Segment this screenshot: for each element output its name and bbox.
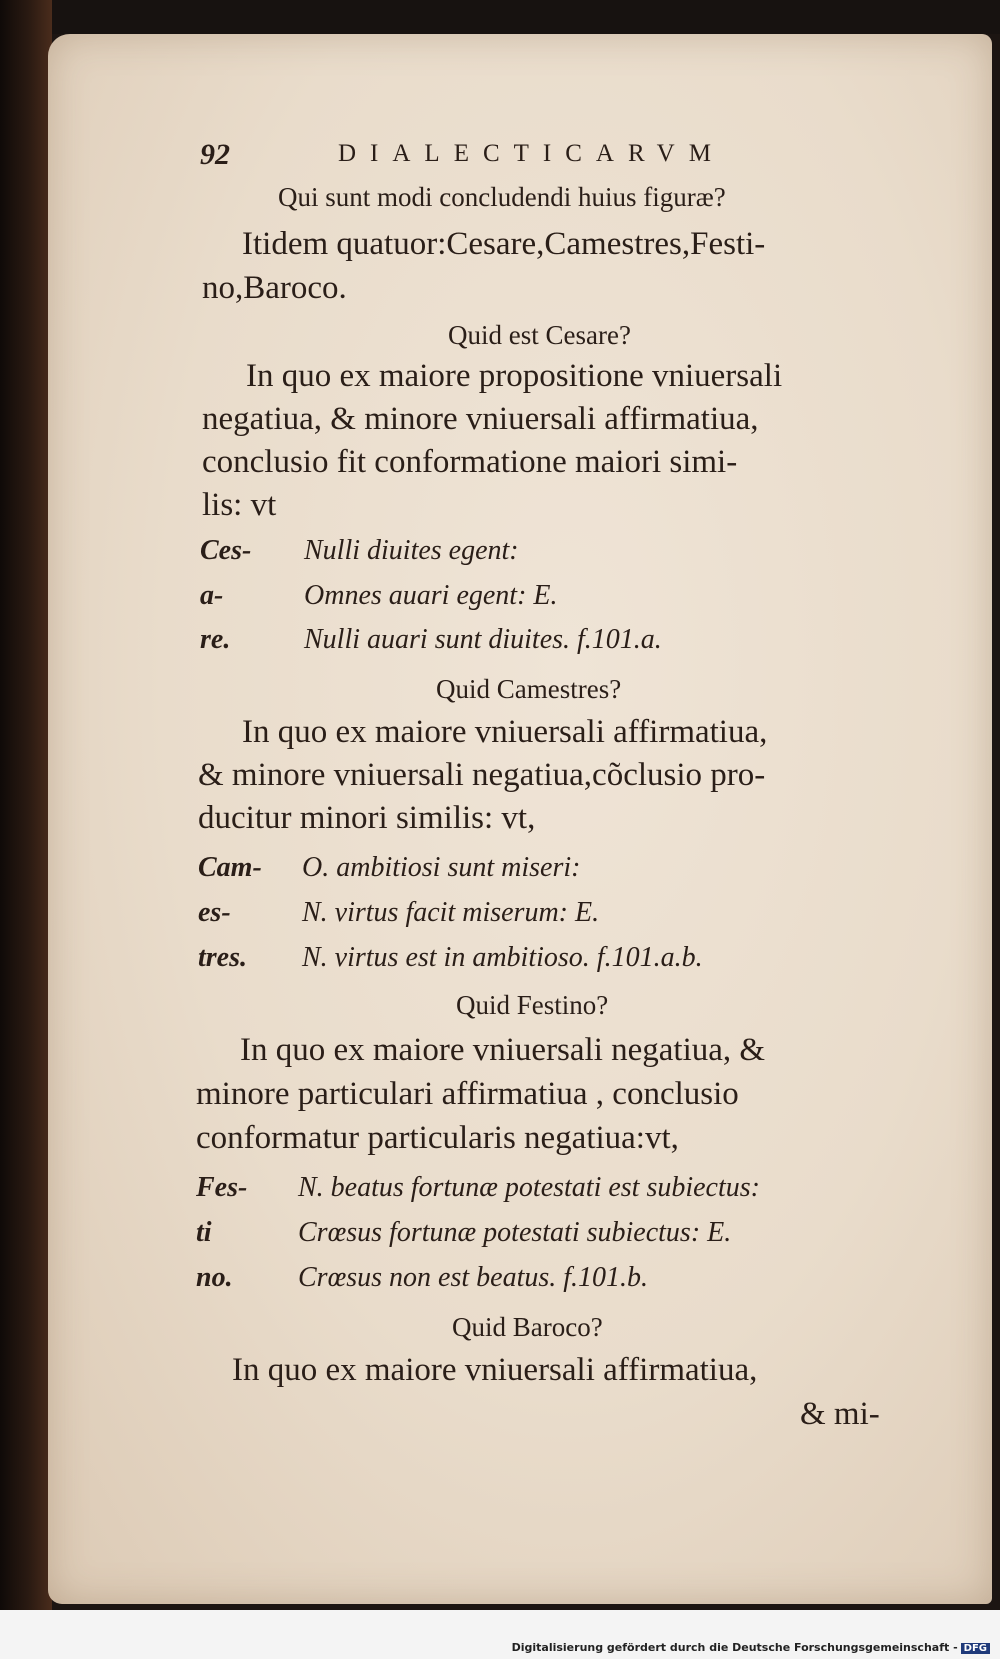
answer-line: In quo ex maiore vniuersali negatiua, & <box>240 1032 766 1068</box>
syllogism-line: O. ambitiosi sunt miseri: <box>302 852 581 883</box>
answer-line: minore particulari affirmatiua , conclusio <box>196 1076 739 1112</box>
question-cesare: Quid est Cesare? <box>448 320 631 350</box>
syllogism-line: Nulli diuites egent: <box>304 535 519 566</box>
syllogism-label: tres. <box>198 942 247 973</box>
question-festino: Quid Festino? <box>456 990 609 1020</box>
dfg-logo: DFG <box>961 1643 990 1654</box>
answer-line: Itidem quatuor:Cesare,Camestres,Festi- <box>242 226 766 262</box>
syllogism-label: Fes- <box>196 1172 248 1203</box>
question-baroco: Quid Baroco? <box>452 1312 603 1342</box>
syllogism-label: a- <box>200 580 224 611</box>
syllogism-label: re. <box>200 624 231 655</box>
catchword: & mi- <box>800 1396 880 1432</box>
scan-top-edge <box>0 0 1000 34</box>
answer-line: conclusio fit conformatione maiori simi- <box>202 444 738 480</box>
syllogism-line: N. beatus fortunæ potestati est subiectus: <box>298 1172 760 1203</box>
answer-line: In quo ex maiore vniuersali affirmatiua, <box>232 1352 758 1388</box>
answer-line: & minore vniuersali negatiua,cõclusio pro- <box>198 757 766 793</box>
syllogism-label: ti <box>196 1217 212 1248</box>
syllogism-label: Ces- <box>200 535 252 566</box>
syllogism-label: es- <box>198 897 231 928</box>
syllogism-line: N. virtus est in ambitioso. f.101.a.b. <box>302 942 703 973</box>
credit-text: Digitalisierung gefördert durch die Deutsche Forschungsgemeinschaft - <box>511 1641 958 1654</box>
answer-line: In quo ex maiore vniuersali affirmatiua, <box>242 714 768 750</box>
answer-line: no,Baroco. <box>202 270 347 306</box>
syllogism-line: Crœsus non est beatus. f.101.b. <box>298 1262 649 1293</box>
page-number: 92 <box>200 138 230 171</box>
digitization-credit <box>512 1641 990 1654</box>
question-camestres: Quid Camestres? <box>436 674 622 704</box>
question-intro: Qui sunt modi concludendi huius figuræ? <box>278 182 726 212</box>
answer-line: ducitur minori similis: vt, <box>198 800 536 836</box>
syllogism-label: no. <box>196 1262 233 1293</box>
answer-line: conformatur particularis negatiua:vt, <box>196 1120 679 1156</box>
answer-line: negatiua, & minore vniuersali affirmatiua, <box>202 401 759 437</box>
syllogism-line: Crœsus fortunæ potestati subiectus: E. <box>298 1217 732 1248</box>
syllogism-label: Cam- <box>198 852 262 883</box>
answer-line: In quo ex maiore propositione vniuersali <box>246 358 783 394</box>
scan-binding-edge <box>0 0 52 1659</box>
running-head: DIALECTICARVM <box>338 140 725 167</box>
syllogism-line: N. virtus facit miserum: E. <box>302 897 600 928</box>
answer-line: lis: vt <box>202 487 277 523</box>
syllogism-line: Nulli auari sunt diuites. f.101.a. <box>304 624 662 655</box>
syllogism-line: Omnes auari egent: E. <box>304 580 558 611</box>
